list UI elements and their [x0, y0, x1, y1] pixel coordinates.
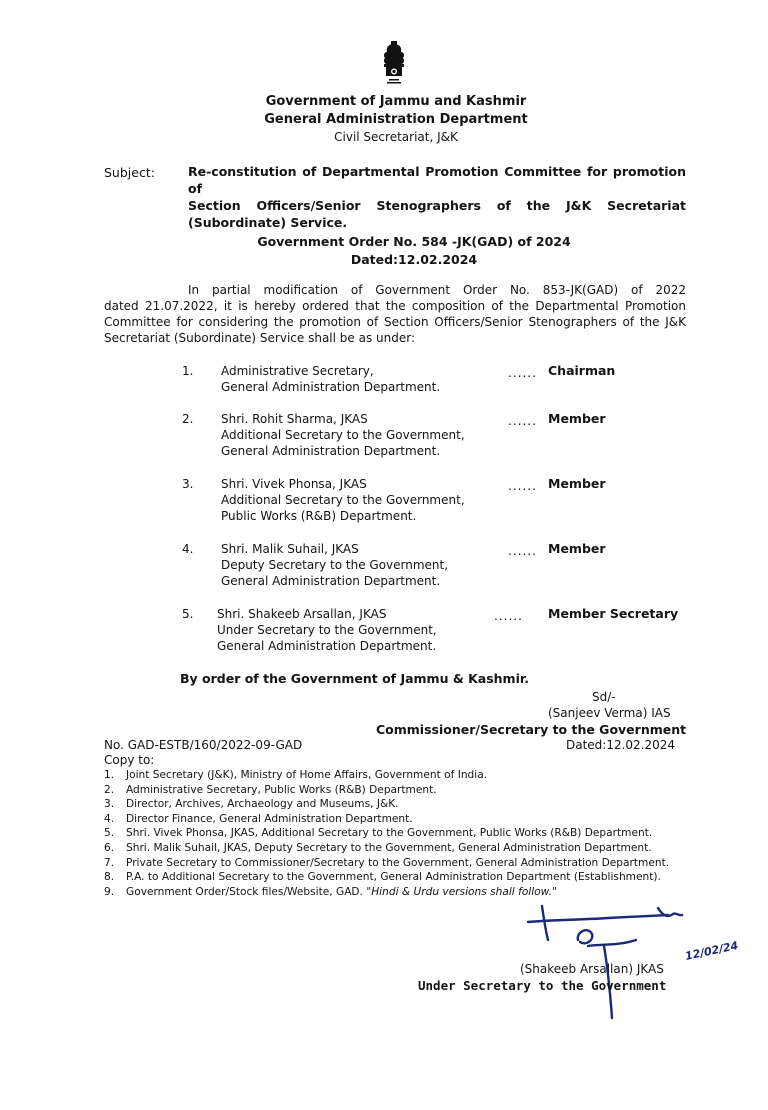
subject-line: Section Officers/Senior Stenographers of the J&K Secretariat [188, 198, 686, 213]
list-item: 7. Private Secretary to Commissioner/Secretary to the Government, General Administration Department. [104, 856, 670, 869]
undersecretary-name: (Shakeeb Arsallan) JKAS [520, 962, 664, 976]
subject-label: Subject: [104, 165, 155, 180]
list-item: 6. Shri. Malik Suhail, JKAS, Deputy Secretary to the Government, General Administration Department. [104, 841, 652, 854]
member-leader-dots: ...... [494, 609, 523, 623]
reference-number: No. GAD-ESTB/160/2022-09-GAD [104, 738, 303, 752]
committee-member-1 [0, 363, 768, 395]
paragraph-line: Committee for considering the promotion of Section Officers/Senior Stenographers of the J&K [104, 315, 686, 329]
member-designation [221, 476, 465, 524]
list-item: 4. Director Finance, General Administration Department. [104, 812, 413, 825]
member-number: 2. [182, 412, 194, 426]
order-date: Dated:12.02.2024 [350, 252, 478, 267]
member-number: 5. [182, 607, 194, 621]
committee-member-5 [0, 606, 768, 654]
member-designation [221, 411, 465, 459]
subject-line: Re-constitution of Departmental Promotion Committee for promotion of [188, 164, 686, 196]
subject-line: (Subordinate) Service. [188, 215, 348, 230]
undersecretary-title: Under Secretary to the Government [418, 978, 667, 993]
member-line: Shri. Shakeeb Arsallan, JKAS [217, 607, 387, 621]
member-line: Shri. Rohit Sharma, JKAS [221, 412, 368, 426]
list-item: 8. P.A. to Additional Secretary to the Government, General Administration Department (Establishment). [104, 871, 661, 884]
member-role: Member [548, 411, 606, 426]
handwritten-date: 12/02/24 [683, 938, 740, 963]
member-line: General Administration Department. [221, 574, 441, 588]
member-number: 3. [182, 477, 194, 491]
list-item: 5. Shri. Vivek Phonsa, JKAS, Additional Secretary to the Government, Public Works (R&B) Department. [104, 827, 653, 840]
committee-member-2 [0, 411, 768, 459]
list-item: 2. Administrative Secretary, Public Works (R&B) Department. [104, 783, 437, 796]
signatory-title: Commissioner/Secretary to the Government [376, 722, 687, 737]
copy-to-label: Copy to: [104, 753, 155, 767]
member-number: 1. [182, 364, 194, 378]
department-subheading: General Administration Department [264, 112, 528, 127]
order-number: Government Order No. 584 -JK(GAD) of 2024 [257, 234, 571, 249]
member-designation [217, 606, 437, 654]
national-emblem-icon [374, 40, 414, 90]
signatory-name: (Sanjeev Verma) IAS [548, 706, 671, 720]
member-leader-dots: ...... [508, 544, 537, 558]
signed-mark: Sd/- [592, 690, 616, 704]
list-item: 1. Joint Secretary (J&K), Ministry of Home Affairs, Government of India. [104, 769, 488, 781]
italic-note: "Hindi & Urdu versions shall follow." [366, 885, 557, 898]
member-line: Deputy Secretary to the Government, [221, 558, 449, 572]
member-leader-dots: ...... [508, 414, 537, 428]
paragraph-line: In partial modification of Government Order No. 853-JK(GAD) of 2022 [188, 283, 686, 297]
by-order-line: By order of the Government of Jammu & Kashmir. [180, 671, 529, 686]
member-designation [221, 363, 440, 395]
member-line: Additional Secretary to the Government, [221, 493, 465, 507]
member-line: Under Secretary to the Government, [217, 623, 437, 637]
member-line: General Administration Department. [221, 444, 441, 458]
committee-member-4 [0, 541, 768, 589]
member-role: Member [548, 541, 606, 556]
member-line: General Administration Department. [221, 380, 441, 394]
member-number: 4. [182, 542, 194, 556]
member-leader-dots: ...... [508, 479, 537, 493]
member-line: Administrative Secretary, [221, 364, 374, 378]
paragraph-line: dated 21.07.2022, it is hereby ordered that the composition of the Departmental Promotion [104, 299, 686, 313]
member-line: Shri. Malik Suhail, JKAS [221, 542, 359, 556]
member-leader-dots: ...... [508, 366, 537, 380]
member-line: Public Works (R&B) Department. [221, 509, 417, 523]
order-paragraph [104, 282, 686, 346]
copy-list [104, 768, 669, 899]
member-line: Additional Secretary to the Government, [221, 428, 465, 442]
dispatch-date: Dated:12.02.2024 [566, 738, 676, 752]
member-line: Shri. Vivek Phonsa, JKAS [221, 477, 367, 491]
member-role: Chairman [548, 363, 616, 378]
member-role: Member Secretary [548, 606, 679, 621]
member-line: General Administration Department. [217, 639, 437, 653]
office-address: Civil Secretariat, J&K [334, 130, 458, 144]
list-item: 3. Director, Archives, Archaeology and Museums, J&K. [104, 798, 399, 811]
subject-text [188, 163, 686, 231]
department-heading: Government of Jammu and Kashmir [265, 94, 527, 109]
member-designation [221, 541, 448, 589]
committee-member-3 [0, 476, 768, 524]
list-item: 9. Government Order/Stock files/Website, GAD. "Hindi & Urdu versions shall follow." [104, 885, 557, 898]
member-role: Member [548, 476, 606, 491]
paragraph-line: Secretariat (Subordinate) Service shall be as under: [104, 331, 415, 345]
